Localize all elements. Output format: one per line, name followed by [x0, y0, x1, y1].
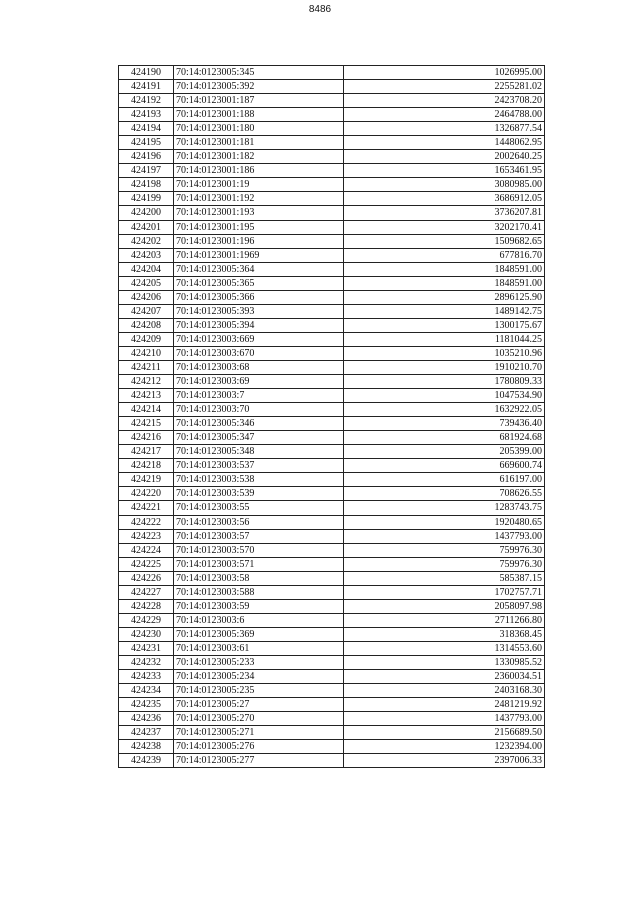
row-id-cell: 424197 [119, 164, 174, 178]
cadastral-number-cell: 70:14:0123005:392 [174, 80, 344, 94]
cadastral-number-cell: 70:14:0123003:70 [174, 403, 344, 417]
cadastral-number-cell: 70:14:0123005:234 [174, 670, 344, 684]
cadastral-number-cell: 70:14:0123003:69 [174, 375, 344, 389]
cadastral-number-cell: 70:14:0123003:588 [174, 585, 344, 599]
cadastral-number-cell: 70:14:0123005:235 [174, 684, 344, 698]
table-row [119, 94, 545, 108]
table-row [119, 599, 545, 613]
value-cell: 2058097.98 [344, 599, 545, 613]
table-row [119, 66, 545, 80]
table-row [119, 754, 545, 768]
row-id-cell: 424198 [119, 178, 174, 192]
cadastral-number-cell: 70:14:0123005:345 [174, 66, 344, 80]
row-id-cell: 424220 [119, 487, 174, 501]
value-cell: 3736207.81 [344, 206, 545, 220]
cadastral-number-cell: 70:14:0123003:570 [174, 543, 344, 557]
cadastral-number-cell: 70:14:0123005:271 [174, 726, 344, 740]
row-id-cell: 424207 [119, 304, 174, 318]
value-cell: 3686912.05 [344, 192, 545, 206]
cadastral-number-cell: 70:14:0123005:347 [174, 431, 344, 445]
row-id-cell: 424195 [119, 136, 174, 150]
row-id-cell: 424209 [119, 332, 174, 346]
cadastral-number-cell: 70:14:0123001:180 [174, 122, 344, 136]
cadastral-number-cell: 70:14:0123005:27 [174, 698, 344, 712]
row-id-cell: 424196 [119, 150, 174, 164]
cadastral-number-cell: 70:14:0123005:346 [174, 417, 344, 431]
page-number: 8486 [308, 4, 332, 15]
cadastral-number-cell: 70:14:0123005:270 [174, 712, 344, 726]
value-cell: 2002640.25 [344, 150, 545, 164]
cadastral-number-cell: 70:14:0123003:57 [174, 529, 344, 543]
table-row [119, 417, 545, 431]
cadastral-number-cell: 70:14:0123005:277 [174, 754, 344, 768]
value-cell: 2481219.92 [344, 698, 545, 712]
row-id-cell: 424210 [119, 346, 174, 360]
cadastral-number-cell: 70:14:0123001:187 [174, 94, 344, 108]
row-id-cell: 424230 [119, 627, 174, 641]
value-cell: 677816.70 [344, 248, 545, 262]
table-row [119, 389, 545, 403]
row-id-cell: 424231 [119, 641, 174, 655]
row-id-cell: 424216 [119, 431, 174, 445]
value-cell: 2360034.51 [344, 670, 545, 684]
register-table [118, 65, 545, 768]
row-id-cell: 424192 [119, 94, 174, 108]
row-id-cell: 424206 [119, 290, 174, 304]
cadastral-number-cell: 70:14:0123003:7 [174, 389, 344, 403]
value-cell: 616197.00 [344, 473, 545, 487]
table-row [119, 136, 545, 150]
row-id-cell: 424238 [119, 740, 174, 754]
value-cell: 2896125.90 [344, 290, 545, 304]
value-cell: 585387.15 [344, 571, 545, 585]
row-id-cell: 424239 [119, 754, 174, 768]
value-cell: 2156689.50 [344, 726, 545, 740]
row-id-cell: 424234 [119, 684, 174, 698]
row-id-cell: 424202 [119, 234, 174, 248]
table-row [119, 346, 545, 360]
row-id-cell: 424211 [119, 360, 174, 374]
value-cell: 318368.45 [344, 627, 545, 641]
value-cell: 1314553.60 [344, 641, 545, 655]
value-cell: 739436.40 [344, 417, 545, 431]
cadastral-number-cell: 70:14:0123001:19 [174, 178, 344, 192]
cadastral-number-cell: 70:14:0123003:539 [174, 487, 344, 501]
table-row [119, 501, 545, 515]
table-row [119, 375, 545, 389]
row-id-cell: 424191 [119, 80, 174, 94]
cadastral-number-cell: 70:14:0123003:537 [174, 459, 344, 473]
value-cell: 1910210.70 [344, 360, 545, 374]
value-cell: 1300175.67 [344, 318, 545, 332]
table-row [119, 740, 545, 754]
table-row [119, 234, 545, 248]
row-id-cell: 424223 [119, 529, 174, 543]
cadastral-number-cell: 70:14:0123005:364 [174, 262, 344, 276]
table-row [119, 585, 545, 599]
value-cell: 3080985.00 [344, 178, 545, 192]
row-id-cell: 424228 [119, 599, 174, 613]
table-row [119, 515, 545, 529]
value-cell: 1920480.65 [344, 515, 545, 529]
row-id-cell: 424229 [119, 613, 174, 627]
table-row [119, 360, 545, 374]
cadastral-number-cell: 70:14:0123005:394 [174, 318, 344, 332]
value-cell: 1702757.71 [344, 585, 545, 599]
register-table-body [119, 66, 545, 768]
value-cell: 681924.68 [344, 431, 545, 445]
value-cell: 1489142.75 [344, 304, 545, 318]
cadastral-number-cell: 70:14:0123001:182 [174, 150, 344, 164]
table-row [119, 627, 545, 641]
table-row [119, 164, 545, 178]
table-row [119, 571, 545, 585]
cadastral-number-cell: 70:14:0123003:68 [174, 360, 344, 374]
value-cell: 2397006.33 [344, 754, 545, 768]
row-id-cell: 424193 [119, 108, 174, 122]
row-id-cell: 424199 [119, 192, 174, 206]
cadastral-number-cell: 70:14:0123005:348 [174, 445, 344, 459]
row-id-cell: 424226 [119, 571, 174, 585]
table-row [119, 262, 545, 276]
value-cell: 708626.55 [344, 487, 545, 501]
value-cell: 1848591.00 [344, 276, 545, 290]
value-cell: 3202170.41 [344, 220, 545, 234]
table-row [119, 698, 545, 712]
cadastral-number-cell: 70:14:0123005:366 [174, 290, 344, 304]
row-id-cell: 424200 [119, 206, 174, 220]
table-row [119, 473, 545, 487]
cadastral-number-cell: 70:14:0123003:59 [174, 599, 344, 613]
row-id-cell: 424201 [119, 220, 174, 234]
value-cell: 1026995.00 [344, 66, 545, 80]
cadastral-number-cell: 70:14:0123003:669 [174, 332, 344, 346]
cadastral-number-cell: 70:14:0123003:6 [174, 613, 344, 627]
table-row [119, 332, 545, 346]
cadastral-number-cell: 70:14:0123001:193 [174, 206, 344, 220]
value-cell: 759976.30 [344, 557, 545, 571]
cadastral-number-cell: 70:14:0123003:61 [174, 641, 344, 655]
table-row [119, 150, 545, 164]
row-id-cell: 424217 [119, 445, 174, 459]
cadastral-number-cell: 70:14:0123003:58 [174, 571, 344, 585]
row-id-cell: 424232 [119, 655, 174, 669]
cadastral-number-cell: 70:14:0123003:56 [174, 515, 344, 529]
value-cell: 669600.74 [344, 459, 545, 473]
cadastral-number-cell: 70:14:0123005:276 [174, 740, 344, 754]
row-id-cell: 424213 [119, 389, 174, 403]
cadastral-number-cell: 70:14:0123003:670 [174, 346, 344, 360]
value-cell: 1283743.75 [344, 501, 545, 515]
row-id-cell: 424214 [119, 403, 174, 417]
value-cell: 1181044.25 [344, 332, 545, 346]
table-row [119, 220, 545, 234]
cadastral-number-cell: 70:14:0123005:393 [174, 304, 344, 318]
row-id-cell: 424218 [119, 459, 174, 473]
table-row [119, 543, 545, 557]
value-cell: 1780809.33 [344, 375, 545, 389]
cadastral-number-cell: 70:14:0123001:186 [174, 164, 344, 178]
value-cell: 1035210.96 [344, 346, 545, 360]
table-row [119, 206, 545, 220]
cadastral-number-cell: 70:14:0123005:365 [174, 276, 344, 290]
table-row [119, 712, 545, 726]
table-row [119, 304, 545, 318]
row-id-cell: 424194 [119, 122, 174, 136]
value-cell: 2403168.30 [344, 684, 545, 698]
table-row [119, 684, 545, 698]
table-row [119, 318, 545, 332]
table-row [119, 192, 545, 206]
cadastral-number-cell: 70:14:0123001:181 [174, 136, 344, 150]
value-cell: 1632922.05 [344, 403, 545, 417]
row-id-cell: 424219 [119, 473, 174, 487]
value-cell: 759976.30 [344, 543, 545, 557]
table-row [119, 178, 545, 192]
value-cell: 2711266.80 [344, 613, 545, 627]
table-row [119, 108, 545, 122]
table-row [119, 276, 545, 290]
row-id-cell: 424208 [119, 318, 174, 332]
value-cell: 1047534.90 [344, 389, 545, 403]
value-cell: 2464788.00 [344, 108, 545, 122]
cadastral-number-cell: 70:14:0123001:195 [174, 220, 344, 234]
row-id-cell: 424215 [119, 417, 174, 431]
value-cell: 2423708.20 [344, 94, 545, 108]
row-id-cell: 424204 [119, 262, 174, 276]
table-row [119, 641, 545, 655]
value-cell: 1448062.95 [344, 136, 545, 150]
table-row [119, 726, 545, 740]
value-cell: 1437793.00 [344, 712, 545, 726]
row-id-cell: 424190 [119, 66, 174, 80]
cadastral-number-cell: 70:14:0123005:233 [174, 655, 344, 669]
value-cell: 2255281.02 [344, 80, 545, 94]
table-row [119, 445, 545, 459]
table-row [119, 431, 545, 445]
row-id-cell: 424227 [119, 585, 174, 599]
value-cell: 1848591.00 [344, 262, 545, 276]
row-id-cell: 424225 [119, 557, 174, 571]
row-id-cell: 424212 [119, 375, 174, 389]
cadastral-number-cell: 70:14:0123003:538 [174, 473, 344, 487]
row-id-cell: 424203 [119, 248, 174, 262]
row-id-cell: 424236 [119, 712, 174, 726]
cadastral-number-cell: 70:14:0123003:55 [174, 501, 344, 515]
cadastral-number-cell: 70:14:0123001:192 [174, 192, 344, 206]
value-cell: 1509682.65 [344, 234, 545, 248]
cadastral-number-cell: 70:14:0123001:1969 [174, 248, 344, 262]
table-row [119, 670, 545, 684]
row-id-cell: 424205 [119, 276, 174, 290]
value-cell: 205399.00 [344, 445, 545, 459]
table-row [119, 459, 545, 473]
table-row [119, 613, 545, 627]
table-row [119, 403, 545, 417]
value-cell: 1330985.52 [344, 655, 545, 669]
row-id-cell: 424221 [119, 501, 174, 515]
table-row [119, 80, 545, 94]
table-row [119, 487, 545, 501]
table-row [119, 248, 545, 262]
cadastral-number-cell: 70:14:0123001:196 [174, 234, 344, 248]
table-row [119, 122, 545, 136]
cadastral-number-cell: 70:14:0123005:369 [174, 627, 344, 641]
table-row [119, 529, 545, 543]
table-row [119, 655, 545, 669]
row-id-cell: 424237 [119, 726, 174, 740]
value-cell: 1326877.54 [344, 122, 545, 136]
value-cell: 1437793.00 [344, 529, 545, 543]
cadastral-number-cell: 70:14:0123003:571 [174, 557, 344, 571]
value-cell: 1653461.95 [344, 164, 545, 178]
table-row [119, 290, 545, 304]
row-id-cell: 424235 [119, 698, 174, 712]
table-row [119, 557, 545, 571]
value-cell: 1232394.00 [344, 740, 545, 754]
row-id-cell: 424224 [119, 543, 174, 557]
cadastral-number-cell: 70:14:0123001:188 [174, 108, 344, 122]
row-id-cell: 424233 [119, 670, 174, 684]
row-id-cell: 424222 [119, 515, 174, 529]
